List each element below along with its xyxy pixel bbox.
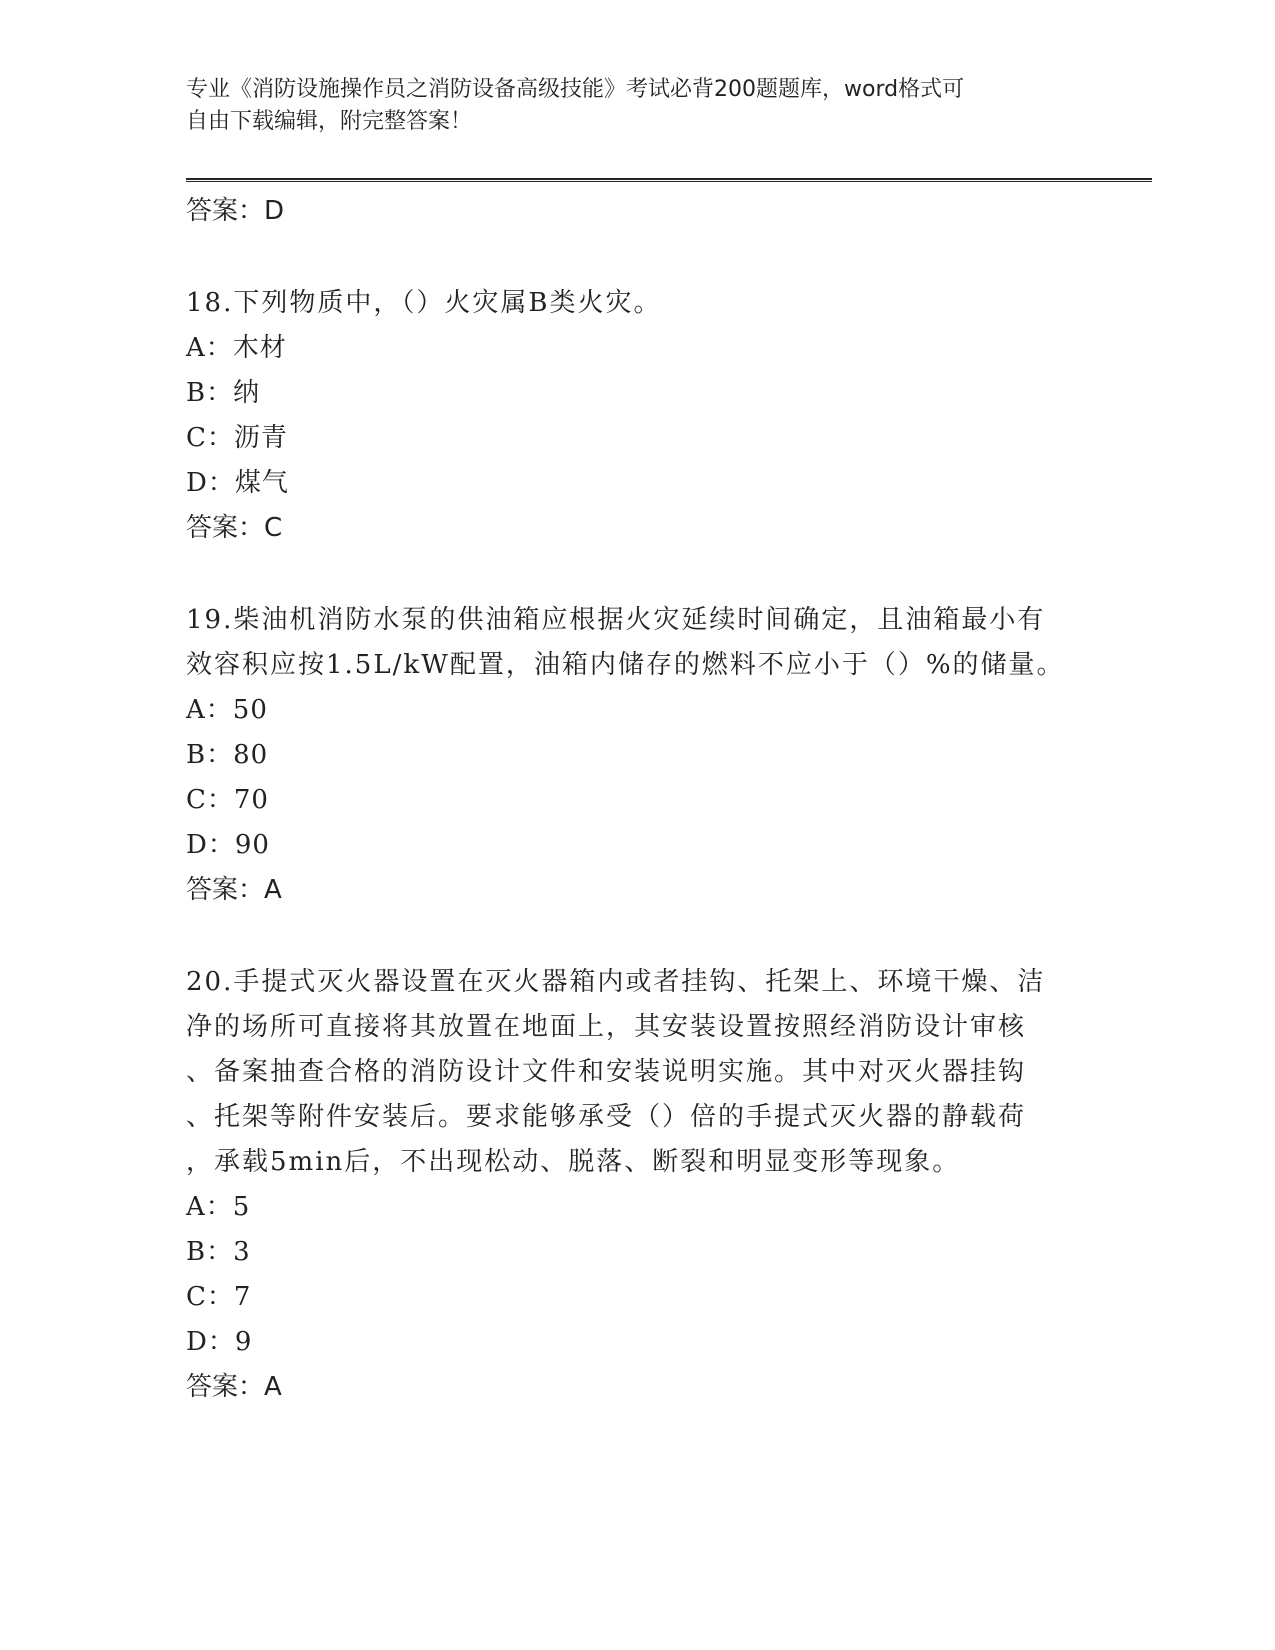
option-d: D：90: [186, 830, 270, 860]
option-d: D：9: [186, 1327, 253, 1357]
previous-answer: 答案：D: [186, 196, 285, 226]
option-a: A：5: [186, 1192, 251, 1222]
question-text-line: 净的场所可直接将其放置在地面上，其安装设置按照经消防设计审核: [186, 1012, 1027, 1042]
question-list: [186, 189, 1086, 1410]
answer: 答案：A: [186, 875, 282, 905]
question-text: 18.下列物质中，（）火灾属B类火灾。: [186, 288, 662, 318]
question-block-20: [186, 960, 1086, 1410]
option-c: C：70: [186, 785, 269, 815]
spacer: [186, 234, 1086, 281]
option-b: B：80: [186, 740, 269, 770]
option-a: A：50: [186, 695, 268, 725]
option-d: D：煤气: [186, 468, 289, 498]
spacer: [186, 913, 1086, 960]
question-text-line: 效容积应按1.5L/kW配置，油箱内储存的燃料不应小于（）%的储量。: [186, 650, 1065, 680]
option-c: C：沥青: [186, 423, 288, 453]
document-header: [186, 74, 1066, 138]
header-divider: [186, 178, 1152, 182]
question-block-18: [186, 281, 1086, 551]
question-text-line: 、备案抽查合格的消防设计文件和安装说明实施。其中对灭火器挂钩: [186, 1057, 1027, 1087]
answer: 答案：A: [186, 1372, 282, 1402]
question-text-line: 19.柴油机消防水泵的供油箱应根据火灾延续时间确定，且油箱最小有: [186, 605, 1046, 635]
option-c: C：7: [186, 1282, 252, 1312]
spacer: [186, 551, 1086, 598]
question-text-line: 、托架等附件安装后。要求能够承受（）倍的手提式灭火器的静载荷: [186, 1102, 1027, 1132]
option-b: B：纳: [186, 378, 261, 408]
option-a: A：木材: [186, 333, 287, 363]
question-block-19: [186, 598, 1086, 913]
header-line-2: 自由下载编辑，附完整答案！: [186, 109, 473, 134]
option-b: B：3: [186, 1237, 251, 1267]
header-line-1: 专业《消防设施操作员之消防设备高级技能》考试必背200题题库，word格式可: [186, 77, 965, 102]
question-text-line: ，承载5min后，不出现松动、脱落、断裂和明显变形等现象。: [186, 1147, 961, 1177]
question-text-line: 20.手提式灭火器设置在灭火器箱内或者挂钩、托架上、环境干燥、洁: [186, 967, 1046, 997]
answer: 答案：C: [186, 513, 283, 543]
